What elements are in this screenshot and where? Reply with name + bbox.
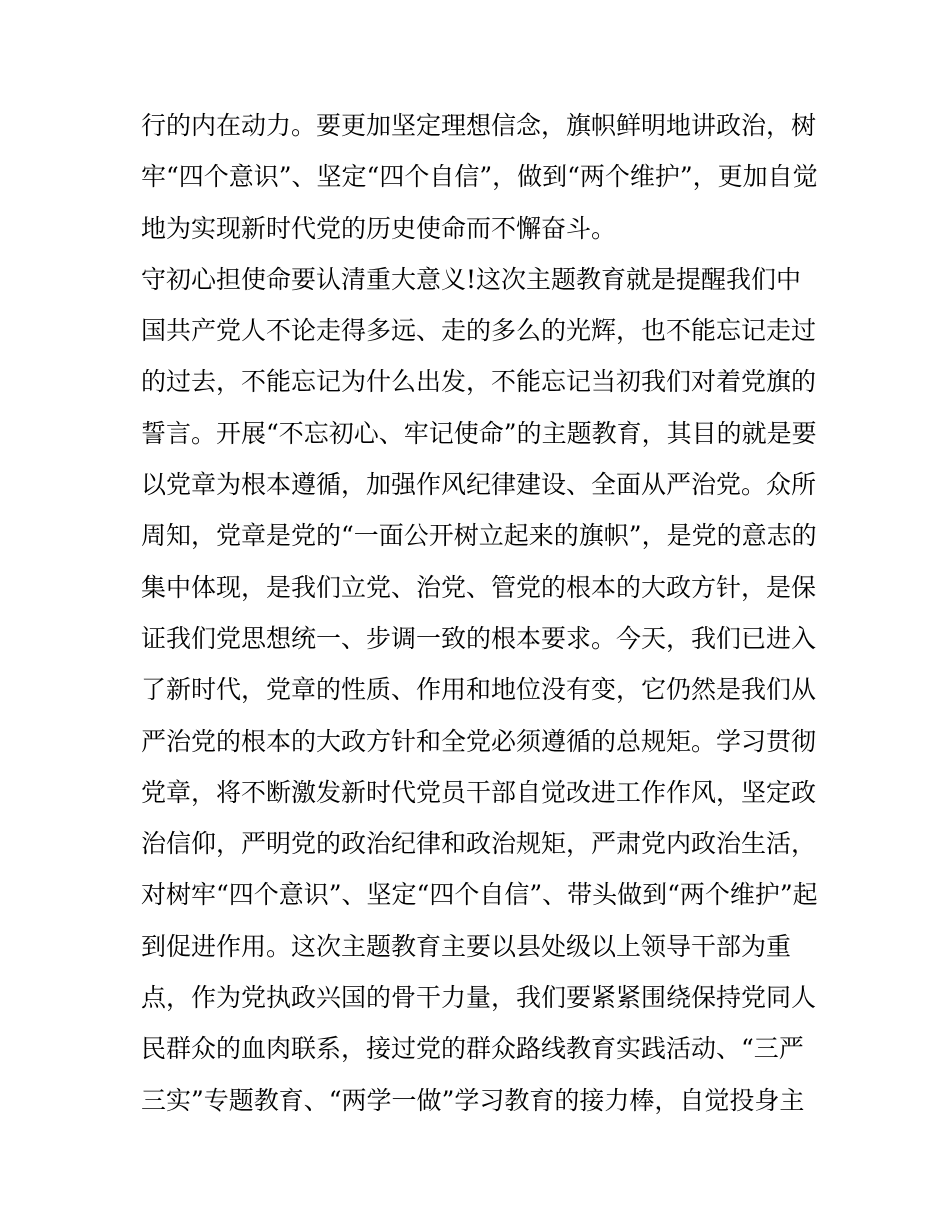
text-line: 党章，将不断激发新时代党员干部自觉改进工作作风，坚定政 <box>141 777 817 807</box>
text-line: 牢“四个意识”、坚定“四个自信”，做到“两个维护”，更加自觉 <box>141 162 818 192</box>
text-line: 严治党的根本的大政方针和全党必须遵循的总规矩。学习贯彻 <box>141 726 817 756</box>
text-line: 集中体现，是我们立党、治党、管党的根本的大政方针，是保 <box>141 572 817 602</box>
text-line: 周知，党章是党的“一面公开树立起来的旗帜”，是党的意志的 <box>141 521 817 551</box>
text-line: 证我们党思想统一、步调一致的根本要求。今天，我们已进入 <box>141 623 817 653</box>
text-line: 以党章为根本遵循，加强作风纪律建设、全面从严治党。众所 <box>141 470 817 500</box>
text-line: 到促进作用。这次主题教育主要以县处级以上领导干部为重 <box>141 931 792 961</box>
text-line: 点，作为党执政兴国的骨干力量，我们要紧紧围绕保持党同人 <box>141 983 817 1013</box>
text-line: 三实”专题教育、“两学一做”学习教育的接力棒，自觉投身主 <box>141 1085 805 1115</box>
text-line: 对树牢“四个意识”、坚定“四个自信”、带头做到“两个维护”起 <box>141 880 818 910</box>
text-line: 民群众的血肉联系，接过党的群众路线教育实践活动、“三严 <box>141 1034 804 1064</box>
text-line: 了新时代，党章的性质、作用和地位没有变，它仍然是我们从 <box>141 675 817 705</box>
text-line: 地为实现新时代党的历史使命而不懈奋斗。 <box>141 213 617 243</box>
body-text <box>141 100 821 1126</box>
text-line: 治信仰，严明党的政治纪律和政治规矩，严肃党内政治生活， <box>141 829 817 859</box>
text-line: 守初心担使命要认清重大意义!这次主题教育就是提醒我们中 <box>141 264 802 294</box>
text-line: 行的内在动力。要更加坚定理想信念，旗帜鲜明地讲政治，树 <box>141 111 817 140</box>
text-line: 国共产党人不论走得多远、走的多么的光辉，也不能忘记走过 <box>141 316 817 346</box>
text-line: 誓言。开展“不忘初心、牢记使命”的主题教育，其目的就是要 <box>141 418 817 448</box>
text-line: 的过去，不能忘记为什么出发，不能忘记当初我们对着党旗的 <box>141 367 817 397</box>
